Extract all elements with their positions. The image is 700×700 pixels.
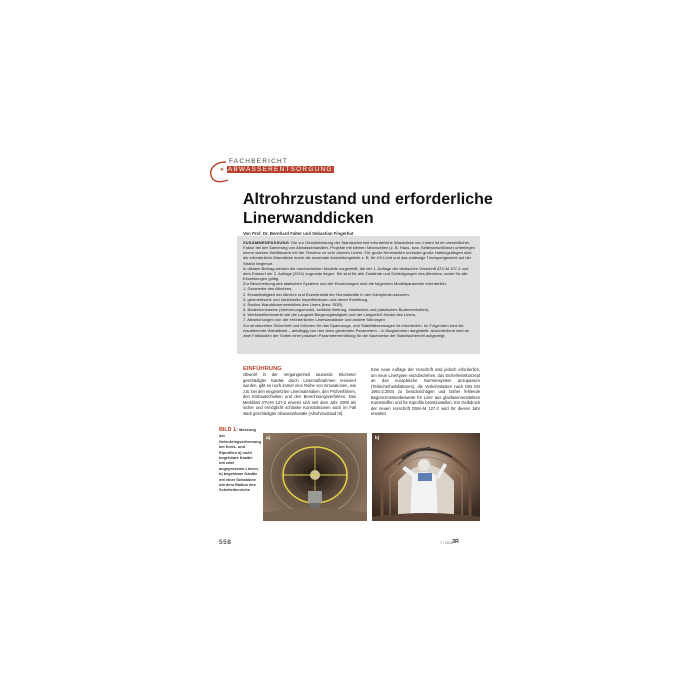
kicker-section-label: ABWASSERENTSORGUNG: [227, 166, 333, 173]
figure-photo-walkable-sewer: [372, 433, 480, 521]
section-heading-intro: EINFÜHRUNG: [243, 366, 282, 372]
figure-caption: [219, 427, 259, 493]
article-title: Altrohrzustand und erforderliche Linerwanddicken: [243, 191, 493, 227]
article-authors: Von Prof. Dr. Bernhard Falter und Sebastian Fingerhut: [243, 231, 354, 236]
body-column-left: Obwohl in der Vergangenheit tausende Kilometer geschädigter Kanäle durch Linermaßnahmen renoviert wurden, gibt es noch immer eine Reihe von Innovationen, wie z.B. bei den eingesetzten Linermaterialien, den Prüfverfahren, den Einbautechniken und den Berechnungsverfahren. Das Merkblatt ATV-M 127-2 erweist sich seit dem Jahr 2000 als sicher und ermöglicht schlanke Konstruktionen auch im Fall stark geschädigter Abwasserkanäle (Altrohrzustand III).: [243, 372, 356, 416]
kicker-arrows: »: [220, 166, 225, 173]
summary-list-item: 6. Werkstoffkennwerte wie die Langzeit-Biegezugfestigkeit und der Langzeit-E-Modul des Liners,: [243, 312, 417, 318]
summary-closing: Zur strukturellen Sicherheit und Kriterien für das Spannungs- und Stabilitätsversagen ist erforderlich. Im Folgenden wird die resultierende Wanddicke – abhängig von den oben genannten Parametern – in Diagrammen dargestellt. Anschließend wird an zwei Fallstudien der Vorteil einer präzisen Parameterermittlung für die Nachweise der Standsicherheit aufgezeigt.: [243, 322, 470, 338]
kicker-section: [220, 166, 334, 173]
summary-intro: : Die zur Gewährleistung der Standsicherheit erforderliche Wanddicke von Linern ist ein wesentlicher Faktor bei der Sanierung von Abwasserkanälen. Projekte mit kleinen Nennweiten (z. B. Haus- bzw. Seitenanschlüsse) unterliegen einem starken Wettbewerb mit der Tendenz zu sehr dünnen Linern. Für große Nennweiten und/oder große Haltungslängen wird die erforderliche Wanddicke durch die maximale Aushärtungstiefe z. B. für UV-Licht und das zulässige Transportgewicht auf der Straße begrenzt.: [243, 240, 476, 266]
kicker-category: FACHBERICHT: [229, 158, 289, 165]
issue-number: 7 / 2011: [440, 541, 453, 545]
summary-paragraph-3: Zur Beschreibung des statischen Systems und der Einwirkungen sind die folgenden Modellparameter erforderlich:: [243, 281, 447, 287]
summary-list-item: 7. Abweichungen von der erforderlichen Linerwanddicke und andere Störungen.: [243, 317, 387, 323]
summary-paragraph-2: In diesem Beitrag werden die mechanischen Modelle vorgestellt, die der 1. Auflage der deutschen Vorschrift ATV-M 127-2 und dem Entwurf der 2. Auflage (2011) zugrunde liegen. Sie sind für alle Zustände und Schädigungen des Altrohres, sowie für alle Einwirkungen gültig.: [243, 265, 469, 282]
summary-heading: ZUSAMMENFASSUNG: [243, 240, 289, 245]
photo-a-label: a): [266, 435, 271, 440]
photo-b-label: b): [375, 435, 380, 440]
summary-list-item: 4. Radius-Wanddickenverhältnis des Liners (bzw. SDR),: [243, 301, 344, 307]
summary-list-item: 1. Geometrie des Altrohres,: [243, 286, 293, 292]
figure-label: BILD 1:: [219, 427, 238, 433]
summary-text: [243, 240, 477, 338]
summary-box: [237, 236, 480, 354]
figure-caption-text: Messung der Gelenkringverformung bei Kreis- und Eiprofilen a) nicht begehbare Kanäle mit zwei angepressten Linsen, b) begehbare Kanäle mit einer Schablone mit dem Radius des Scheitelbereichs: [219, 427, 261, 493]
sewer-worker-illustration: [372, 433, 480, 521]
pipe-interior-illustration: [263, 433, 367, 521]
summary-list-item: 2. Ersatzfestigkeit der Altrohre und Exzentrizität der Normalkräfte in den Kämpferdruckzonen,: [243, 291, 410, 297]
figure-photo-pipe-measurement: [263, 433, 367, 521]
magazine-brand: 3R: [452, 539, 459, 545]
body-column-right: Eine neue Auflage der Vorschrift wird jedoch erforderlich, um neue Linertypen einzubeziehen, das Sicherheitskonzept an das europäische Normensystem anzupassen (Teilsicherheitsfaktoren), die Verkehrslasten nach DIN EN 1991-2:2004 zu berücksichtigen und bisher fehlende Begrenzmentenbeiwerte für Liner aus glasfaserverstärkten Kunststoffen und für Eiprofile bereitzustellen. Ein Gelbdruck der neuen Vorschrift DWA-M 127-2 wird für dieses Jahr erwartet.: [371, 367, 480, 417]
page-number: 558: [219, 539, 232, 546]
summary-list-item: 5. Bodenkennwerte (Verformungsmodul, seitliche Bettung, elastisches und plastisches Bodenverhalten),: [243, 307, 430, 313]
summary-list-item: 3. geometrische und strukturelle Imperfektionen und deren Ermittlung,: [243, 296, 369, 302]
